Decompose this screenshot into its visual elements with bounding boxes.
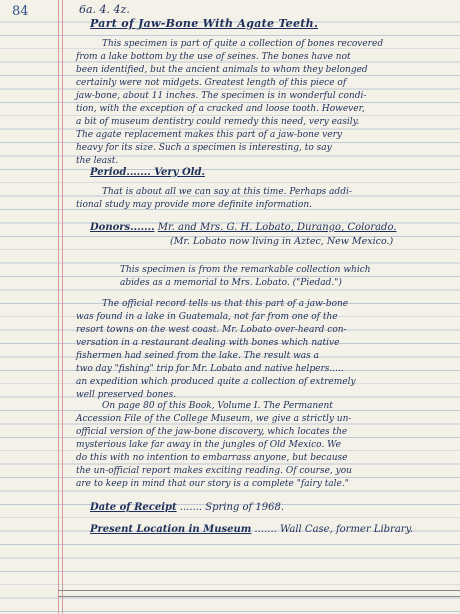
text-line: the least. [76, 156, 119, 166]
accession-paragraph [76, 400, 454, 491]
text-line: This specimen is from the remarkable collection which [120, 265, 371, 275]
text-line: On page 80 of this Book, Volume I. The Permanent [102, 401, 333, 411]
donors-value: Mr. and Mrs. G. H. Lobato, Durango, Colorado. [157, 222, 397, 233]
page-number: 84 [12, 4, 29, 19]
entry-date: 6a. 4. 4z. [79, 3, 130, 16]
text-line: a bit of museum dentistry could remedy this need, very easily. [76, 117, 360, 127]
bottom-divider [58, 596, 460, 597]
text-line: from a lake bottom by the use of seines. The bones have not [76, 52, 351, 62]
entry-title: Part of Jaw-Bone With Agate Teeth. [90, 17, 319, 30]
text-line: tional study may provide more definite information. [76, 200, 312, 210]
receipt-value: ....... Spring of 1968. [179, 502, 285, 513]
text-line: mysterious lake far away in the jungles of Old Mexico. We [76, 440, 341, 450]
text-line: heavy for its size. Such a specimen is interesting, to say [76, 143, 332, 153]
receipt-row [90, 502, 284, 513]
text-line: been identified, but the ancient animals to whom they belonged [76, 65, 368, 75]
text-line: resort towns on the west coast. Mr. Lobato over-heard con- [76, 325, 347, 335]
text-line: Accession File of the College Museum, we give a strictly un- [76, 414, 352, 424]
record-paragraph [76, 298, 454, 402]
text-line: official version of the jaw-bone discovery, which locates the [76, 427, 348, 437]
donors-note: (Mr. Lobato now living in Aztec, New Mexico.) [170, 236, 394, 247]
text-line: do this with no intention to embarrass anyone, but because [76, 453, 348, 463]
text-line: well preserved bones. [76, 390, 177, 400]
text-line: abides as a memorial to Mrs. Lobato. ("Piedad.") [120, 278, 342, 288]
text-line: jaw-bone, about 11 inches. The specimen is in wonderful condi- [76, 91, 367, 101]
text-line: tion, with the exception of a cracked and loose tooth. However, [76, 104, 365, 114]
text-line: The official record tells us that this part of a jaw-bone [102, 299, 349, 309]
text-line: versation in a restaurant dealing with bones which native [76, 338, 340, 348]
text-line: That is about all we can say at this time. Perhaps addi- [102, 187, 352, 197]
description-paragraph [76, 38, 454, 168]
text-line: The agate replacement makes this part of a jaw-bone very [76, 130, 342, 140]
donors-row [90, 222, 397, 233]
study-paragraph [76, 186, 454, 212]
text-line: two day "fishing" trip for Mr. Lobato and native helpers..... [76, 364, 344, 374]
memorial-paragraph [76, 264, 454, 290]
location-label: Present Location in Museum [90, 524, 252, 535]
bottom-divider [58, 590, 460, 591]
text-line: certainly were not midgets. Greatest length of this piece of [76, 78, 347, 88]
text-line: This specimen is part of quite a collection of bones recovered [102, 39, 384, 49]
text-line: the un-official report makes exciting reading. Of course, you [76, 466, 352, 476]
text-line: are to keep in mind that our story is a complete "fairy tale." [76, 479, 349, 489]
location-value: ....... Wall Case, former Library. [254, 524, 414, 535]
text-line: an expedition which produced quite a collection of extremely [76, 377, 356, 387]
receipt-label: Date of Receipt [90, 502, 177, 513]
donors-label: Donors....... [90, 222, 155, 233]
margin-line [58, 0, 63, 614]
text-line: fishermen had seined from the lake. The result was a [76, 351, 320, 361]
text-line: was found in a lake in Guatemala, not far from one of the [76, 312, 338, 322]
location-row [90, 524, 413, 535]
period-label: Period....... Very Old. [90, 167, 205, 178]
